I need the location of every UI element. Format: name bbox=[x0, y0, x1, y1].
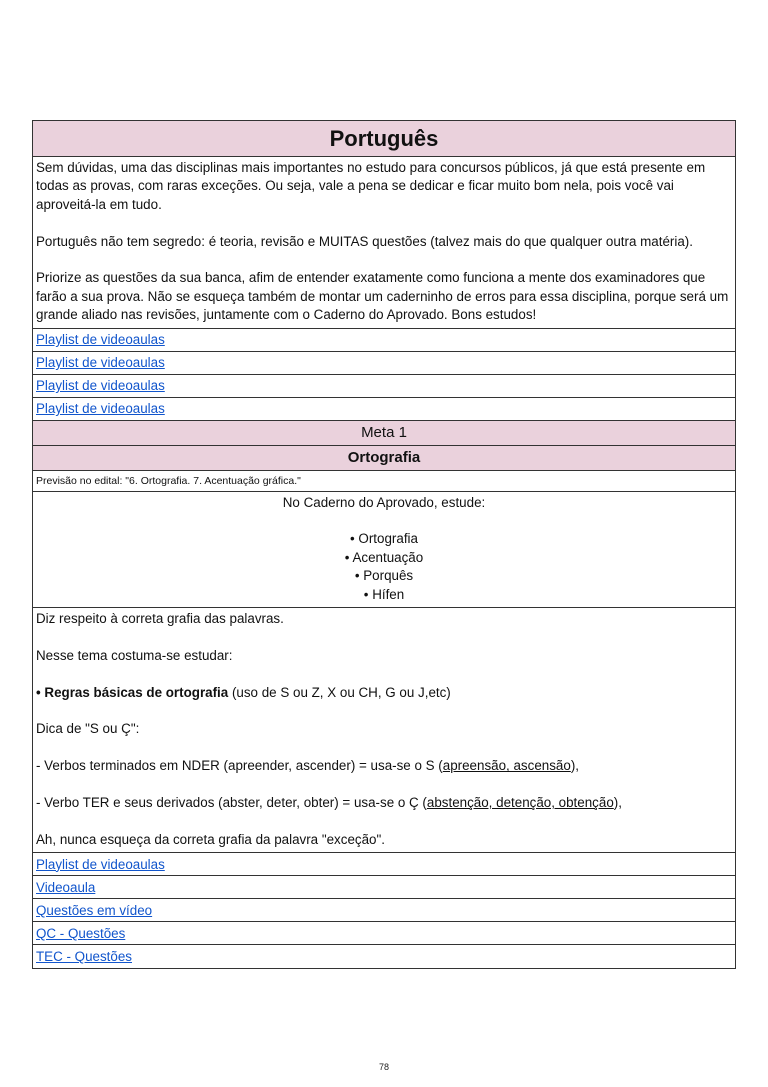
rule-bold: • Regras básicas de ortografia bbox=[36, 684, 229, 700]
tip1-end: ), bbox=[570, 758, 579, 774]
tip1-start: - Verbos terminados em NDER (apreender, ascender) = usa-se o S ( bbox=[36, 758, 443, 774]
playlist-link-4[interactable]: Playlist de videoaulas bbox=[36, 401, 165, 417]
videoaula-link[interactable]: Videoaula bbox=[36, 879, 96, 895]
bottom-link-row bbox=[33, 853, 735, 876]
intro-paragraph-1: Sem dúvidas, uma das disciplinas mais importantes no estudo para concursos públicos, já que está presente em todas as provas, com raras exceções. Ou seja, vale a pena se dedicar e ficar muito bom nela, pois você vai aproveitá-la em tudo. bbox=[36, 160, 706, 212]
subject-heading: Ortografia bbox=[33, 446, 735, 471]
study-plan-table bbox=[32, 120, 736, 969]
top-link-row bbox=[33, 375, 735, 398]
questoes-video-link[interactable]: Questões em vídeo bbox=[36, 902, 153, 918]
rule-line bbox=[36, 684, 732, 702]
content-line: Diz respeito à correta grafia das palavras. bbox=[36, 611, 284, 627]
playlist-link-1[interactable]: Playlist de videoaulas bbox=[36, 332, 165, 348]
intro-text bbox=[33, 157, 735, 329]
tip-heading: Dica de "S ou Ç": bbox=[36, 721, 140, 737]
tip1-underlined: apreensão, ascensão bbox=[442, 758, 571, 774]
page-number: 78 bbox=[378, 1062, 389, 1072]
content-line: Nesse tema costuma-se estudar: bbox=[36, 647, 233, 663]
caderno-heading: No Caderno do Aprovado, estude: bbox=[282, 494, 486, 510]
content-section bbox=[33, 608, 735, 853]
closing-line: Ah, nunca esqueça da correta grafia da palavra "exceção". bbox=[36, 831, 385, 847]
tip2-underlined: abstenção, detenção, obtenção bbox=[426, 795, 614, 811]
intro-paragraph-2: Português não tem segredo: é teoria, revisão e MUITAS questões (talvez mais do que qualquer outra matéria). bbox=[36, 233, 693, 249]
playlist-link-3[interactable]: Playlist de videoaulas bbox=[36, 378, 165, 394]
playlist-link[interactable]: Playlist de videoaulas bbox=[36, 856, 165, 872]
bottom-link-row bbox=[33, 945, 735, 968]
caderno-item: • Porquês bbox=[354, 568, 414, 584]
caderno-item: • Acentuação bbox=[344, 549, 424, 565]
qc-questoes-link[interactable]: QC - Questões bbox=[36, 925, 126, 941]
top-link-row bbox=[33, 329, 735, 352]
caderno-item: • Hífen bbox=[363, 586, 405, 602]
rule-rest: (uso de S ou Z, X ou CH, G ou J,etc) bbox=[228, 684, 451, 700]
top-link-row bbox=[33, 398, 735, 421]
bottom-link-row bbox=[33, 876, 735, 899]
bottom-link-row bbox=[33, 899, 735, 922]
page-title: Português bbox=[33, 121, 735, 157]
edital-note: Previsão no edital: "6. Ortografia. 7. Acentuação gráfica." bbox=[33, 471, 735, 492]
tip2-end: ), bbox=[613, 795, 622, 811]
top-link-row bbox=[33, 352, 735, 375]
tip2-start: - Verbo TER e seus derivados (abster, deter, obter) = usa-se o Ç ( bbox=[36, 795, 427, 811]
tec-questoes-link[interactable]: TEC - Questões bbox=[36, 949, 132, 965]
bottom-link-row bbox=[33, 922, 735, 945]
tip-line-1 bbox=[36, 757, 732, 775]
meta-label: Meta 1 bbox=[33, 421, 735, 446]
caderno-section bbox=[33, 492, 735, 608]
caderno-item: • Ortografia bbox=[350, 531, 418, 547]
playlist-link-2[interactable]: Playlist de videoaulas bbox=[36, 355, 165, 371]
tip-line-2 bbox=[36, 794, 732, 812]
intro-paragraph-3: Priorize as questões da sua banca, afim de entender exatamente como funciona a mente dos examinadores que farão a sua prova. Não se esqueça também de montar um caderninho de erros para essa disciplina, porque será um grande aliado nas revisões, juntamente com o Caderno do Aprovado. Bons estudos! bbox=[36, 270, 729, 323]
